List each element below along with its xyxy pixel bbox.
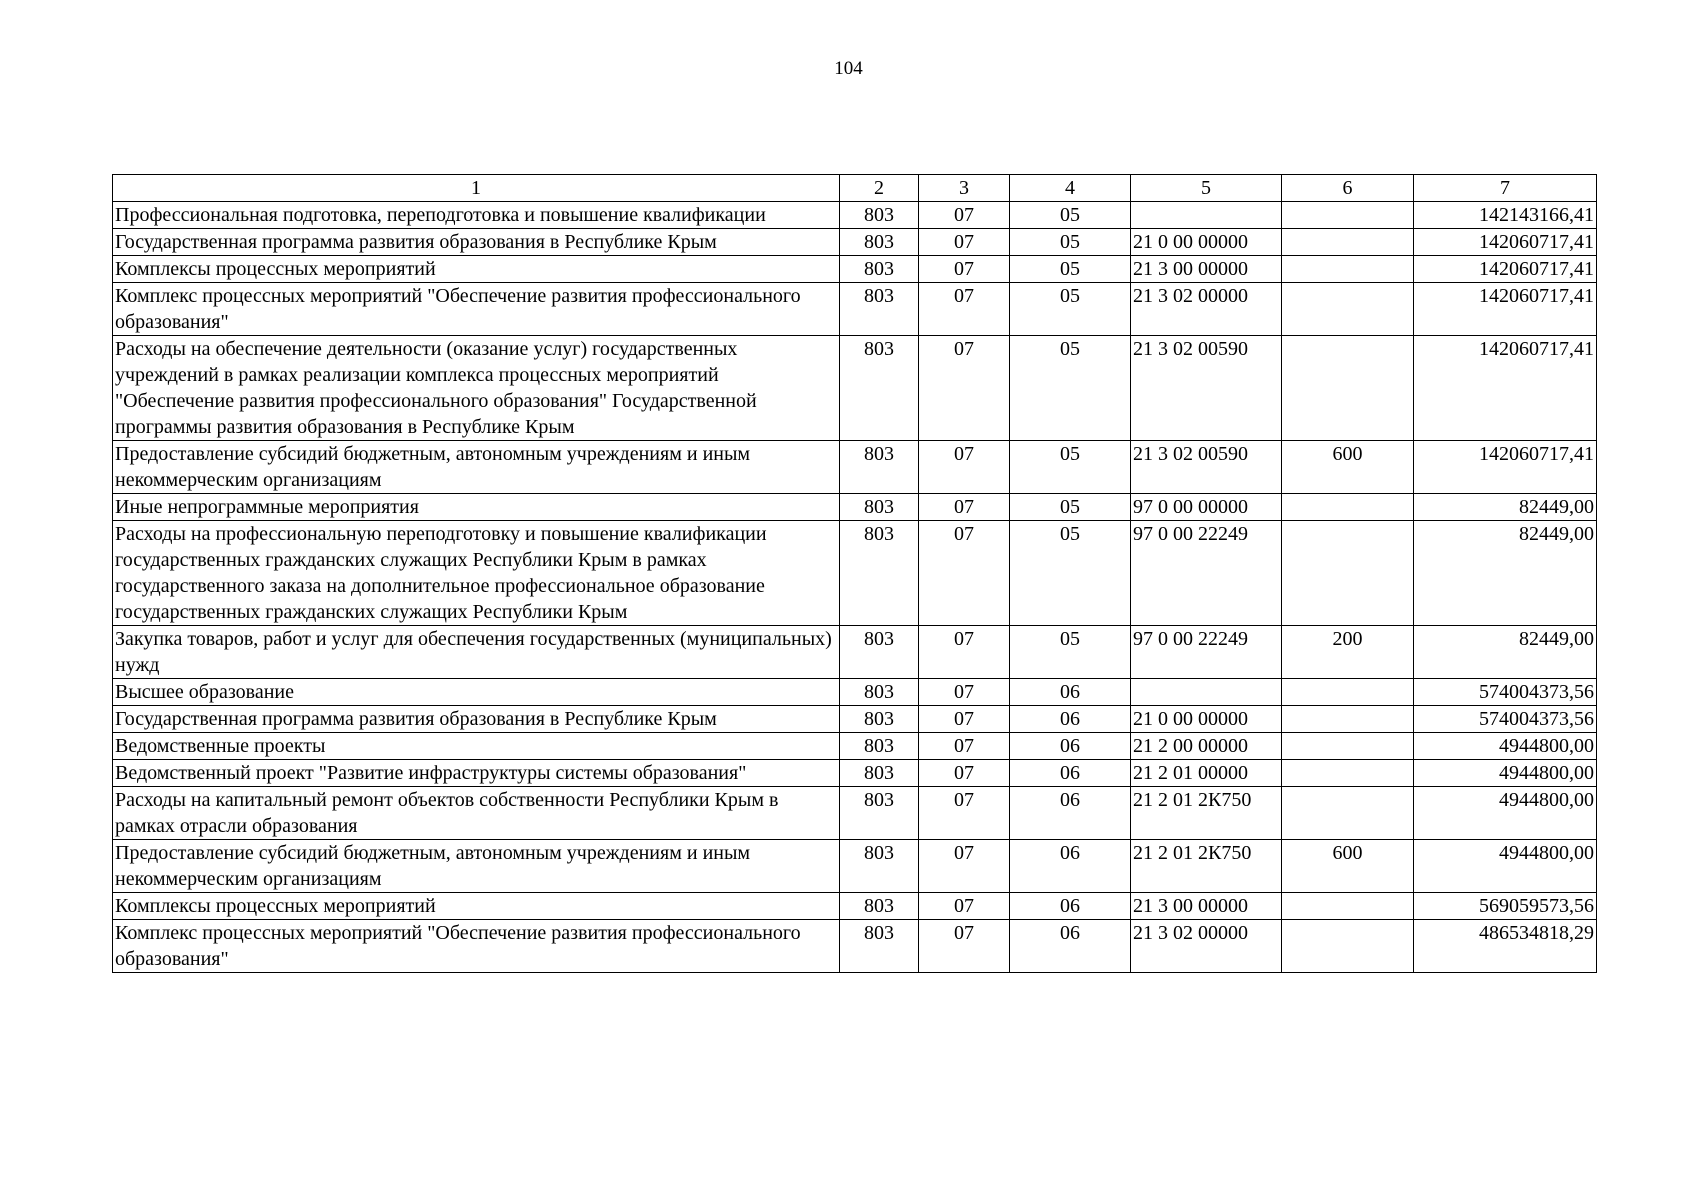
row-name: Предоставление субсидий бюджетным, автономным учреждениям и иным некоммерческим организациям bbox=[113, 840, 840, 893]
row-target-article: 21 3 02 00000 bbox=[1131, 920, 1282, 973]
row-name: Ведомственный проект "Развитие инфраструктуры системы образования" bbox=[113, 760, 840, 787]
row-target-article: 97 0 00 22249 bbox=[1131, 521, 1282, 626]
row-expense-type bbox=[1282, 733, 1414, 760]
row-name: Профессиональная подготовка, переподготовка и повышение квалификации bbox=[113, 202, 840, 229]
table-row bbox=[113, 679, 1597, 706]
row-ministry: 803 bbox=[840, 441, 919, 494]
row-ministry: 803 bbox=[840, 893, 919, 920]
row-expense-type bbox=[1282, 787, 1414, 840]
row-name: Государственная программа развития образования в Республике Крым bbox=[113, 229, 840, 256]
row-section: 07 bbox=[919, 441, 1010, 494]
header-col-4: 4 bbox=[1010, 175, 1131, 202]
row-section: 07 bbox=[919, 840, 1010, 893]
table-row bbox=[113, 494, 1597, 521]
table-header-row bbox=[113, 175, 1597, 202]
row-name: Расходы на обеспечение деятельности (оказание услуг) государственных учреждений в рамках реализации комплекса процессных мероприятий "Обеспечение развития профессионального образования" Государственной программы развития образования в Республике Крым bbox=[113, 336, 840, 441]
row-ministry: 803 bbox=[840, 283, 919, 336]
row-subsection: 06 bbox=[1010, 733, 1131, 760]
table-row bbox=[113, 441, 1597, 494]
row-target-article bbox=[1131, 202, 1282, 229]
row-section: 07 bbox=[919, 521, 1010, 626]
row-name: Высшее образование bbox=[113, 679, 840, 706]
row-ministry: 803 bbox=[840, 840, 919, 893]
row-expense-type bbox=[1282, 893, 1414, 920]
header-col-5: 5 bbox=[1131, 175, 1282, 202]
row-subsection: 05 bbox=[1010, 336, 1131, 441]
row-subsection: 06 bbox=[1010, 787, 1131, 840]
row-target-article: 21 3 00 00000 bbox=[1131, 256, 1282, 283]
row-ministry: 803 bbox=[840, 733, 919, 760]
row-ministry: 803 bbox=[840, 626, 919, 679]
row-name: Комплекс процессных мероприятий "Обеспечение развития профессионального образования" bbox=[113, 283, 840, 336]
table-row bbox=[113, 840, 1597, 893]
row-section: 07 bbox=[919, 229, 1010, 256]
row-expense-type: 600 bbox=[1282, 840, 1414, 893]
row-target-article: 97 0 00 00000 bbox=[1131, 494, 1282, 521]
row-ministry: 803 bbox=[840, 202, 919, 229]
row-expense-type bbox=[1282, 760, 1414, 787]
row-expense-type bbox=[1282, 283, 1414, 336]
row-target-article: 21 2 01 2К750 bbox=[1131, 840, 1282, 893]
row-ministry: 803 bbox=[840, 256, 919, 283]
row-amount: 142143166,41 bbox=[1414, 202, 1597, 229]
row-target-article: 21 3 00 00000 bbox=[1131, 893, 1282, 920]
row-subsection: 05 bbox=[1010, 626, 1131, 679]
row-name: Ведомственные проекты bbox=[113, 733, 840, 760]
table-row bbox=[113, 920, 1597, 973]
row-section: 07 bbox=[919, 336, 1010, 441]
row-ministry: 803 bbox=[840, 679, 919, 706]
row-target-article: 21 3 02 00590 bbox=[1131, 336, 1282, 441]
row-amount: 569059573,56 bbox=[1414, 893, 1597, 920]
row-subsection: 06 bbox=[1010, 760, 1131, 787]
row-subsection: 05 bbox=[1010, 202, 1131, 229]
row-amount: 142060717,41 bbox=[1414, 283, 1597, 336]
row-name: Расходы на профессиональную переподготовку и повышение квалификации государственных гражданских служащих Республики Крым в рамках государственного заказа на дополнительное профессиональное образование государственных гражданских служащих Республики Крым bbox=[113, 521, 840, 626]
row-name: Комплексы процессных мероприятий bbox=[113, 256, 840, 283]
row-target-article bbox=[1131, 679, 1282, 706]
row-name: Комплекс процессных мероприятий "Обеспечение развития профессионального образования" bbox=[113, 920, 840, 973]
row-expense-type bbox=[1282, 336, 1414, 441]
row-target-article: 21 0 00 00000 bbox=[1131, 229, 1282, 256]
row-amount: 574004373,56 bbox=[1414, 706, 1597, 733]
row-target-article: 21 2 01 00000 bbox=[1131, 760, 1282, 787]
row-ministry: 803 bbox=[840, 920, 919, 973]
row-expense-type bbox=[1282, 229, 1414, 256]
table-row bbox=[113, 760, 1597, 787]
row-amount: 574004373,56 bbox=[1414, 679, 1597, 706]
row-amount: 142060717,41 bbox=[1414, 256, 1597, 283]
row-expense-type: 600 bbox=[1282, 441, 1414, 494]
row-target-article: 21 2 01 2К750 bbox=[1131, 787, 1282, 840]
table-row bbox=[113, 787, 1597, 840]
row-section: 07 bbox=[919, 760, 1010, 787]
table-row bbox=[113, 626, 1597, 679]
row-subsection: 05 bbox=[1010, 521, 1131, 626]
row-ministry: 803 bbox=[840, 787, 919, 840]
row-ministry: 803 bbox=[840, 521, 919, 626]
row-ministry: 803 bbox=[840, 336, 919, 441]
row-amount: 82449,00 bbox=[1414, 521, 1597, 626]
row-subsection: 06 bbox=[1010, 706, 1131, 733]
row-target-article: 21 2 00 00000 bbox=[1131, 733, 1282, 760]
row-section: 07 bbox=[919, 256, 1010, 283]
row-subsection: 05 bbox=[1010, 256, 1131, 283]
row-subsection: 06 bbox=[1010, 679, 1131, 706]
row-amount: 142060717,41 bbox=[1414, 336, 1597, 441]
row-section: 07 bbox=[919, 787, 1010, 840]
row-section: 07 bbox=[919, 494, 1010, 521]
table-row bbox=[113, 521, 1597, 626]
row-target-article: 21 0 00 00000 bbox=[1131, 706, 1282, 733]
row-target-article: 21 3 02 00000 bbox=[1131, 283, 1282, 336]
row-name: Закупка товаров, работ и услуг для обеспечения государственных (муниципальных) нужд bbox=[113, 626, 840, 679]
row-section: 07 bbox=[919, 920, 1010, 973]
table-row bbox=[113, 229, 1597, 256]
row-section: 07 bbox=[919, 733, 1010, 760]
table-row bbox=[113, 733, 1597, 760]
page-number: 104 bbox=[834, 58, 863, 79]
row-name: Расходы на капитальный ремонт объектов собственности Республики Крым в рамках отрасли образования bbox=[113, 787, 840, 840]
row-name: Предоставление субсидий бюджетным, автономным учреждениям и иным некоммерческим организациям bbox=[113, 441, 840, 494]
table-row bbox=[113, 256, 1597, 283]
row-ministry: 803 bbox=[840, 706, 919, 733]
header-col-6: 6 bbox=[1282, 175, 1414, 202]
row-ministry: 803 bbox=[840, 229, 919, 256]
row-section: 07 bbox=[919, 626, 1010, 679]
row-subsection: 05 bbox=[1010, 229, 1131, 256]
row-expense-type bbox=[1282, 920, 1414, 973]
row-subsection: 06 bbox=[1010, 920, 1131, 973]
row-section: 07 bbox=[919, 893, 1010, 920]
header-col-7: 7 bbox=[1414, 175, 1597, 202]
row-amount: 82449,00 bbox=[1414, 494, 1597, 521]
row-subsection: 05 bbox=[1010, 494, 1131, 521]
row-ministry: 803 bbox=[840, 760, 919, 787]
row-section: 07 bbox=[919, 706, 1010, 733]
row-amount: 4944800,00 bbox=[1414, 733, 1597, 760]
row-expense-type bbox=[1282, 521, 1414, 626]
row-expense-type bbox=[1282, 256, 1414, 283]
row-expense-type bbox=[1282, 679, 1414, 706]
row-amount: 82449,00 bbox=[1414, 626, 1597, 679]
row-section: 07 bbox=[919, 202, 1010, 229]
header-col-1: 1 bbox=[113, 175, 840, 202]
table-row bbox=[113, 202, 1597, 229]
row-amount: 4944800,00 bbox=[1414, 760, 1597, 787]
row-amount: 4944800,00 bbox=[1414, 787, 1597, 840]
row-section: 07 bbox=[919, 679, 1010, 706]
table-row bbox=[113, 706, 1597, 733]
row-subsection: 06 bbox=[1010, 893, 1131, 920]
row-name: Комплексы процессных мероприятий bbox=[113, 893, 840, 920]
table-row bbox=[113, 336, 1597, 441]
row-name: Иные непрограммные мероприятия bbox=[113, 494, 840, 521]
row-name: Государственная программа развития образования в Республике Крым bbox=[113, 706, 840, 733]
row-ministry: 803 bbox=[840, 494, 919, 521]
row-expense-type bbox=[1282, 202, 1414, 229]
table-row bbox=[113, 893, 1597, 920]
row-amount: 142060717,41 bbox=[1414, 441, 1597, 494]
row-amount: 142060717,41 bbox=[1414, 229, 1597, 256]
row-section: 07 bbox=[919, 283, 1010, 336]
row-amount: 4944800,00 bbox=[1414, 840, 1597, 893]
row-target-article: 21 3 02 00590 bbox=[1131, 441, 1282, 494]
row-subsection: 06 bbox=[1010, 840, 1131, 893]
row-subsection: 05 bbox=[1010, 441, 1131, 494]
row-expense-type bbox=[1282, 706, 1414, 733]
row-target-article: 97 0 00 22249 bbox=[1131, 626, 1282, 679]
row-expense-type bbox=[1282, 494, 1414, 521]
table-row bbox=[113, 283, 1597, 336]
row-amount: 486534818,29 bbox=[1414, 920, 1597, 973]
header-col-3: 3 bbox=[919, 175, 1010, 202]
budget-table bbox=[112, 174, 1597, 973]
header-col-2: 2 bbox=[840, 175, 919, 202]
row-subsection: 05 bbox=[1010, 283, 1131, 336]
row-expense-type: 200 bbox=[1282, 626, 1414, 679]
